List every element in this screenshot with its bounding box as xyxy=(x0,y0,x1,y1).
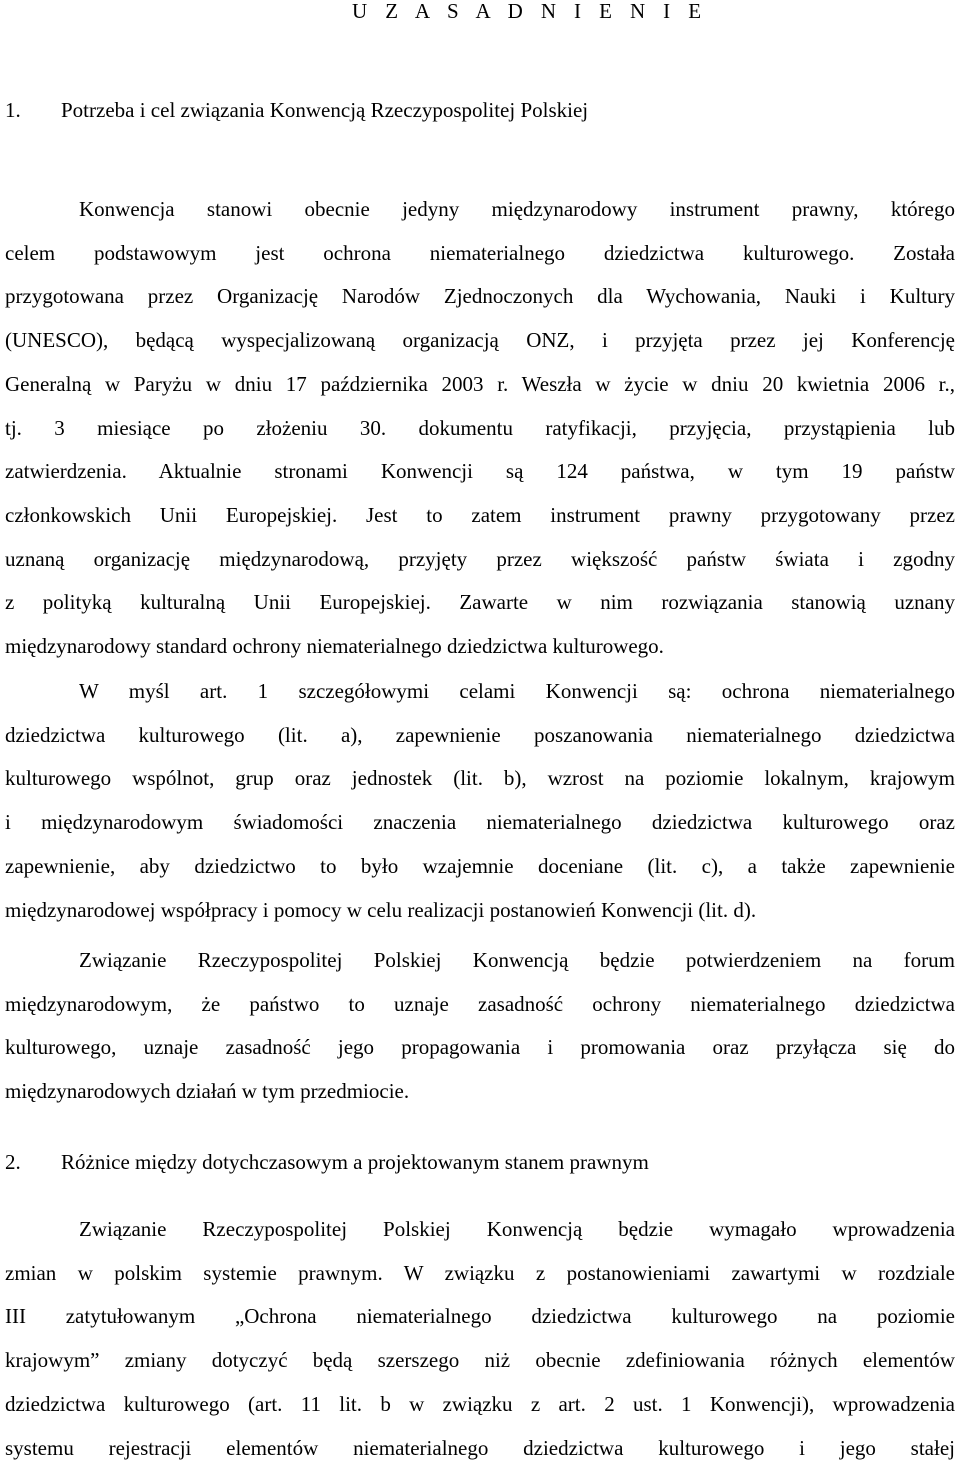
paragraph-line: międzynarodowych działań w tym przedmiocie. xyxy=(5,1079,410,1104)
paragraph-line: z polityką kulturalną Unii Europejskiej. Zawarte w nim rozwiązania stanowią uznany xyxy=(5,590,955,615)
paragraph-line: międzynarodowy standard ochrony niematerialnego dziedzictwa kulturowego. xyxy=(5,634,664,659)
paragraph-line: międzynarodowej współpracy i pomocy w celu realizacji postanowień Konwencji (lit. d). xyxy=(5,897,757,922)
paragraph-line: (UNESCO), będącą wyspecjalizowaną organizacją ONZ, i przyjęta przez jej Konferencję xyxy=(5,328,955,353)
paragraph-line: Związanie Rzeczypospolitej Polskiej Konwencją będzie potwierdzeniem na forum xyxy=(79,948,955,972)
paragraph-line: dziedzictwa kulturowego (lit. a), zapewnienie poszanowania niematerialnego dziedzictwa xyxy=(5,722,955,747)
paragraph-line: kulturowego wspólnot, grup oraz jednostek (lit. b), wzrost na poziomie lokalnym, krajowym xyxy=(5,766,955,791)
paragraph-line: celem podstawowym jest ochrona niematerialnego dziedzictwa kulturowego. Została xyxy=(5,240,955,265)
paragraph-4 xyxy=(5,1208,955,1470)
paragraph-1 xyxy=(5,188,955,669)
paragraph-line: tj. 3 miesiące po złożeniu 30. dokumentu ratyfikacji, przyjęcia, przystąpienia lub xyxy=(5,415,955,440)
paragraph-line: Generalną w Paryżu w dniu 17 października 2003 r. Weszła w życie w dniu 20 kwietnia 2006 r., xyxy=(5,371,955,396)
paragraph-line: krajowym” zmiany dotyczyć będą szerszego niż obecnie zdefiniowania różnych elementów xyxy=(5,1348,955,1373)
paragraph-line: zmian w polskim systemie prawnym. W związku z postanowieniami zawartymi w rozdziale xyxy=(5,1260,955,1285)
paragraph-line: kulturowego, uznaje zasadność jego propagowania i promowania oraz przyłącza się do xyxy=(5,1035,955,1060)
section-1-title xyxy=(5,95,588,125)
paragraph-line: W myśl art. 1 szczegółowymi celami Konwencji są: ochrona niematerialnego xyxy=(79,679,955,703)
section-1-number: 1. xyxy=(5,98,21,122)
paragraph-line: III zatytułowanym „Ochrona niematerialnego dziedzictwa kulturowego na poziomie xyxy=(5,1304,955,1329)
paragraph-line: i międzynarodowym świadomości znaczenia niematerialnego dziedzictwa kulturowego oraz xyxy=(5,810,955,835)
section-2-title-text: Różnice między dotychczasowym a projektowanym stanem prawnym xyxy=(61,1150,649,1174)
paragraph-line: uznaną organizację międzynarodową, przyjęty przez większość państw świata i zgodny xyxy=(5,546,955,571)
section-1-title-text: Potrzeba i cel związania Konwencją Rzeczypospolitej Polskiej xyxy=(61,98,589,122)
paragraph-line: Związanie Rzeczypospolitej Polskiej Konwencją będzie wymagało wprowadzenia xyxy=(79,1217,955,1241)
paragraph-line: Konwencja stanowi obecnie jedyny międzynarodowy instrument prawny, którego xyxy=(79,197,955,221)
document-heading: U Z A S A D N I E N I E xyxy=(352,0,708,23)
paragraph-3 xyxy=(5,939,955,1114)
paragraph-line: członkowskich Unii Europejskiej. Jest to zatem instrument prawny przygotowany przez xyxy=(5,502,955,527)
section-2-number: 2. xyxy=(5,1150,21,1174)
paragraph-line: zapewnienie, aby dziedzictwo to było wzajemnie doceniane (lit. c), a także zapewnienie xyxy=(5,853,955,878)
paragraph-line: dziedzictwa kulturowego (art. 11 lit. b w związku z art. 2 ust. 1 Konwencji), wprowadzenia xyxy=(5,1391,955,1416)
paragraph-line: międzynarodowym, że państwo to uznaje zasadność ochrony niematerialnego dziedzictwa xyxy=(5,991,955,1016)
paragraph-line: zatwierdzenia. Aktualnie stronami Konwencji są 124 państwa, w tym 19 państw xyxy=(5,459,955,484)
paragraph-2 xyxy=(5,670,955,932)
paragraph-line: przygotowana przez Organizację Narodów Zjednoczonych dla Wychowania, Nauki i Kultury xyxy=(5,284,955,309)
section-2-title xyxy=(5,1147,649,1177)
paragraph-line: systemu rejestracji elementów niematerialnego dziedzictwa kulturowego i jego stałej xyxy=(5,1435,955,1460)
